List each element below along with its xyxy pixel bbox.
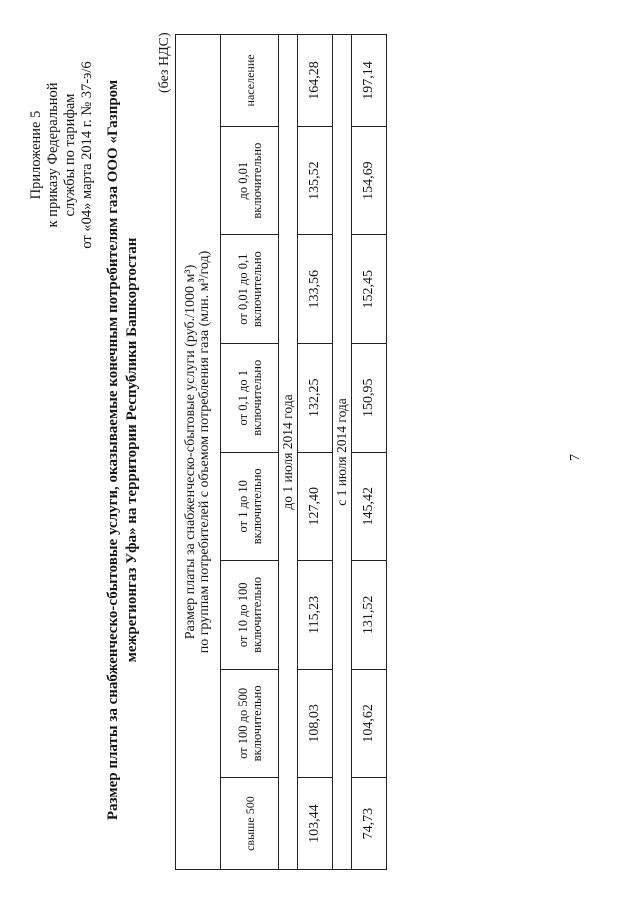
table-cell: 145,42 bbox=[352, 452, 387, 561]
column-header: от 0,01 до 0,1 включительно bbox=[221, 235, 279, 344]
table-cell: 108,03 bbox=[298, 669, 333, 778]
table-cell: 135,52 bbox=[298, 126, 333, 235]
page-number: 7 bbox=[568, 454, 583, 461]
period-label: до 1 июля 2014 года bbox=[279, 35, 298, 870]
table-cell: 104,62 bbox=[352, 669, 387, 778]
group-header bbox=[176, 35, 221, 870]
table-cell: 197,14 bbox=[352, 35, 387, 127]
table-cell: 150,95 bbox=[352, 343, 387, 452]
order-line-1: к приказу Федеральной bbox=[45, 82, 61, 228]
table-cell: 133,56 bbox=[298, 235, 333, 344]
table-cell: 115,23 bbox=[298, 561, 333, 670]
column-header: от 10 до 100 включительно bbox=[221, 561, 279, 670]
column-header: от 1 до 10 включительно bbox=[221, 452, 279, 561]
table-cell: 152,45 bbox=[352, 235, 387, 344]
order-reference bbox=[28, 0, 96, 315]
group-header-line-2: по группам потребителей с объемом потребления газа (млн. м³/год) bbox=[197, 250, 212, 654]
table-cell: 127,40 bbox=[298, 452, 333, 561]
table-cell: 132,25 bbox=[298, 343, 333, 452]
title-line-1: Размер платы за снабженческо-сбытовые услуги, оказываемые конечным потребителям газа ООО «Газпром bbox=[105, 79, 121, 821]
table-cell: 131,52 bbox=[352, 561, 387, 670]
order-date-number: от «04» марта 2014 г. № 37-э/6 bbox=[79, 61, 95, 249]
table-cell: 74,73 bbox=[352, 778, 387, 870]
title-line-2: межрегионгаз Уфа» на территории Республики Башкортостан bbox=[124, 237, 140, 663]
order-line-2: службы по тарифам bbox=[62, 93, 78, 217]
appendix-number: Приложение 5 bbox=[28, 110, 44, 200]
column-header: до 0,01 включительно bbox=[221, 126, 279, 235]
tariff-table bbox=[175, 34, 387, 870]
column-header: население bbox=[221, 35, 279, 127]
period-label: с 1 июля 2014 года bbox=[333, 35, 352, 870]
document-title bbox=[104, 35, 142, 865]
table-cell: 103,44 bbox=[298, 778, 333, 870]
column-header: от 100 до 500 включительно bbox=[221, 669, 279, 778]
table-cell: 164,28 bbox=[298, 35, 333, 127]
vat-note: (без НДС) bbox=[157, 32, 172, 93]
table-cell: 154,69 bbox=[352, 126, 387, 235]
column-header: свыше 500 bbox=[221, 778, 279, 870]
column-header: от 0,1 до 1 включительно bbox=[221, 343, 279, 452]
group-header-line-1: Размер платы за снабженческо-сбытовые услуги (руб./1000 м³) bbox=[183, 264, 198, 640]
